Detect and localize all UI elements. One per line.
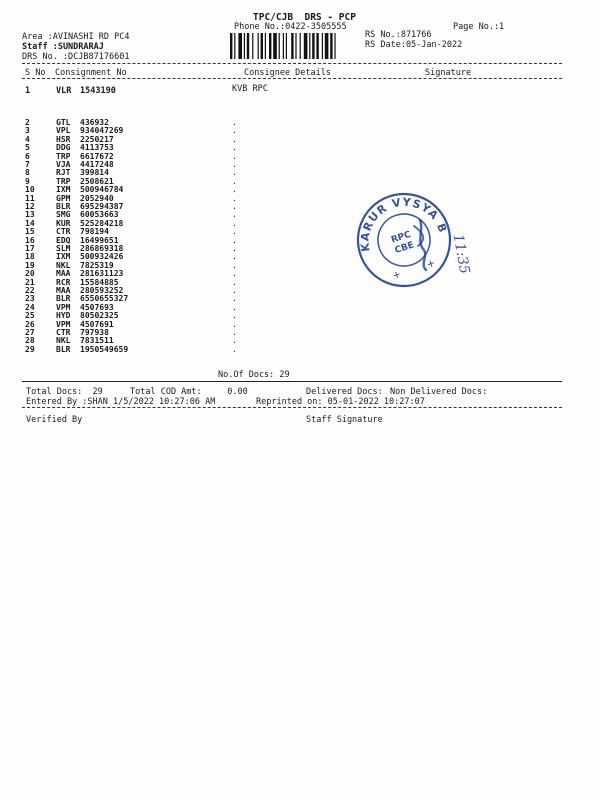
row-city-code: VPL	[56, 126, 71, 136]
row-city-code: RJT	[56, 168, 71, 178]
row-sno: 5	[25, 143, 30, 153]
row-consignee-dot: .	[232, 193, 237, 203]
row-city-code: CTR	[56, 328, 71, 337]
row-sno: 24	[25, 302, 35, 312]
row-city-code: NKL	[56, 260, 71, 270]
row-consignment-number: 7825319	[80, 260, 114, 270]
row-city-code: KUR	[56, 218, 71, 228]
row-sno: 7	[25, 160, 30, 169]
row-consignee-dot: .	[232, 202, 237, 211]
row-consignee-dot: .	[232, 286, 237, 295]
row-consignee-dot: .	[232, 185, 237, 195]
rs-number: RS No.:871766	[365, 30, 432, 40]
row-consignee-dot: .	[232, 302, 237, 312]
row-sno: 8	[25, 168, 30, 178]
row-consignee-dot: .	[232, 126, 237, 136]
row-sno: 6	[25, 151, 30, 161]
row-consignment-number: 399814	[80, 168, 109, 178]
first-row-code: VLR	[56, 86, 72, 96]
row-consignee-dot: .	[232, 269, 237, 279]
row-sno: 13	[25, 210, 35, 220]
row-consignment-number: 4507691	[80, 319, 114, 329]
row-sno: 10	[25, 185, 35, 195]
row-city-code: VPM	[56, 302, 71, 312]
row-city-code: CTR	[56, 227, 71, 237]
row-consignment-number: 934047269	[80, 126, 124, 136]
row-consignment-number: 80502325	[80, 311, 119, 321]
row-city-code: TRP	[56, 151, 71, 161]
row-consignment-number: 1950549659	[80, 344, 129, 354]
row-consignment-number: 500946784	[80, 185, 124, 195]
stamp-ring-text: KARUR VYSYA BANK	[358, 195, 450, 253]
header-rule-top	[22, 63, 562, 64]
first-row-sno: 1	[25, 86, 31, 96]
row-consignee-dot: .	[232, 344, 237, 354]
row-consignment-number: 4417248	[80, 160, 114, 169]
row-city-code: IXM	[56, 185, 71, 195]
row-city-code: SMG	[56, 210, 71, 220]
row-consignment-number: 15584885	[80, 277, 119, 287]
row-consignment-number: 2250217	[80, 134, 114, 144]
row-consignee-dot: .	[232, 210, 237, 220]
row-sno: 29	[25, 344, 35, 354]
col-signature-header: Signature	[425, 68, 472, 78]
row-consignee-dot: .	[232, 294, 237, 304]
row-consignee-dot: .	[232, 244, 237, 253]
row-sno: 9	[25, 176, 30, 186]
first-row-number: 1543190	[80, 86, 116, 96]
col-consignee-header: Consignee Details	[244, 68, 331, 78]
header-rule-bottom	[22, 78, 562, 79]
row-consignment-number: 280593252	[80, 286, 124, 295]
row-consignment-number: 286869318	[80, 244, 124, 253]
row-city-code: VJA	[56, 160, 71, 169]
delivered-docs: Delivered Docs:	[306, 387, 383, 397]
row-sno: 26	[25, 319, 35, 329]
drs-number: DRS No. :DCJB87176601	[22, 52, 130, 62]
row-consignee-dot: .	[232, 118, 237, 127]
row-sno: 22	[25, 286, 35, 295]
row-consignee-dot: .	[232, 328, 237, 337]
row-city-code: GPM	[56, 193, 71, 203]
row-city-code: IXM	[56, 252, 71, 262]
row-consignment-number: 798194	[80, 227, 109, 237]
row-sno: 15	[25, 227, 35, 237]
row-consignment-number: 500932426	[80, 252, 124, 262]
staff-label: Staff :SUNDRARAJ	[22, 42, 104, 52]
row-consignee-dot: .	[232, 319, 237, 329]
row-consignee-dot: .	[232, 143, 237, 153]
consignment-row	[0, 346, 600, 354]
document-title: TPC/CJB DRS - PCP	[253, 12, 356, 23]
row-consignee-dot: .	[232, 336, 237, 346]
row-city-code: MAA	[56, 269, 71, 279]
total-docs: Total Docs: 29	[26, 387, 103, 397]
row-consignee-dot: .	[232, 277, 237, 287]
row-sno: 27	[25, 328, 35, 337]
row-consignee-dot: .	[232, 160, 237, 169]
row-consignment-number: 2052940	[80, 193, 114, 203]
svg-text:+: +	[425, 257, 437, 271]
row-consignment-number: 6617672	[80, 151, 114, 161]
row-city-code: TRP	[56, 176, 71, 186]
svg-text:+: +	[391, 268, 403, 282]
row-sno: 28	[25, 336, 35, 346]
row-city-code: GTL	[56, 118, 71, 127]
page-number: Page No.:1	[453, 22, 505, 32]
row-city-code: BLR	[56, 344, 71, 354]
row-consignee-dot: .	[232, 227, 237, 237]
row-city-code: HYD	[56, 311, 71, 321]
row-sno: 20	[25, 269, 35, 279]
row-consignment-number: 2508621	[80, 176, 114, 186]
row-consignee-dot: .	[232, 134, 237, 144]
row-city-code: RCR	[56, 277, 71, 287]
bank-stamp-icon	[354, 190, 454, 290]
row-sno: 3	[25, 126, 30, 136]
row-consignment-number: 7831511	[80, 336, 114, 346]
row-consignment-number: 525284218	[80, 218, 124, 228]
row-sno: 16	[25, 235, 35, 245]
footer-rule-top	[22, 381, 562, 382]
row-consignee-dot: .	[232, 176, 237, 186]
row-consignee-dot: .	[232, 311, 237, 321]
row-sno: 19	[25, 260, 35, 270]
col-consignment-header: Consignment No	[55, 68, 127, 78]
barcode-icon	[230, 33, 356, 59]
stamp-inner-top: RPC	[390, 229, 413, 246]
entered-by: Entered By :SHAN 1/5/2022 10:27:06 AM	[26, 397, 216, 407]
verified-by: Verified By	[26, 415, 83, 425]
area-label: Area :AVINASHI RD PC4	[22, 32, 130, 42]
col-sno-header: S No	[25, 68, 46, 78]
row-consignment-number: 695294387	[80, 202, 124, 211]
phone-number: Phone No.:0422-3505555	[234, 22, 347, 32]
reprinted-on: Reprinted on: 05-01-2022 10:27:07	[256, 397, 425, 407]
row-consignee-dot: .	[232, 252, 237, 262]
row-city-code: VPM	[56, 319, 71, 329]
row-consignee-dot: .	[232, 235, 237, 245]
row-consignment-number: 797938	[80, 328, 109, 337]
stamp-inner-bottom: CBE	[393, 240, 416, 257]
row-city-code: MAA	[56, 286, 71, 295]
row-sno: 18	[25, 252, 35, 262]
row-consignment-number: 6550655327	[80, 294, 129, 304]
row-city-code: DDG	[56, 143, 71, 153]
row-consignment-number: 4507693	[80, 302, 114, 312]
row-consignment-number: 436932	[80, 118, 109, 127]
row-city-code: NKL	[56, 336, 71, 346]
row-consignee-dot: .	[232, 151, 237, 161]
row-consignment-number: 281631123	[80, 269, 124, 279]
staff-signature: Staff Signature	[306, 415, 383, 425]
row-city-code: EDQ	[56, 235, 71, 245]
row-consignee-dot: .	[232, 168, 237, 178]
row-city-code: HSR	[56, 134, 71, 144]
row-consignee-dot: .	[232, 218, 237, 228]
handwritten-note	[446, 232, 476, 276]
total-cod-amount: Total COD Amt: 0.00	[130, 387, 248, 397]
row-consignee-dot: .	[232, 260, 237, 270]
row-sno: 12	[25, 202, 35, 211]
footer-rule-bottom	[22, 407, 562, 408]
handwritten-text: 11:35	[449, 232, 473, 276]
first-row-consignee: KVB RPC	[232, 84, 268, 94]
row-sno: 11	[25, 193, 35, 203]
row-sno: 14	[25, 218, 35, 228]
row-sno: 4	[25, 134, 30, 144]
row-sno: 25	[25, 311, 35, 321]
row-sno: 23	[25, 294, 35, 304]
row-city-code: SLM	[56, 244, 71, 253]
row-consignment-number: 60053663	[80, 210, 119, 220]
row-consignment-number: 16499651	[80, 235, 119, 245]
row-sno: 21	[25, 277, 35, 287]
no-of-docs: No.Of Docs: 29	[218, 370, 290, 380]
row-consignment-number: 4113753	[80, 143, 114, 153]
row-sno: 17	[25, 244, 35, 253]
row-sno: 2	[25, 118, 30, 127]
row-city-code: BLR	[56, 294, 71, 304]
row-city-code: BLR	[56, 202, 71, 211]
non-delivered-docs: Non Delivered Docs:	[390, 387, 488, 397]
rs-date: RS Date:05-Jan-2022	[365, 40, 463, 50]
